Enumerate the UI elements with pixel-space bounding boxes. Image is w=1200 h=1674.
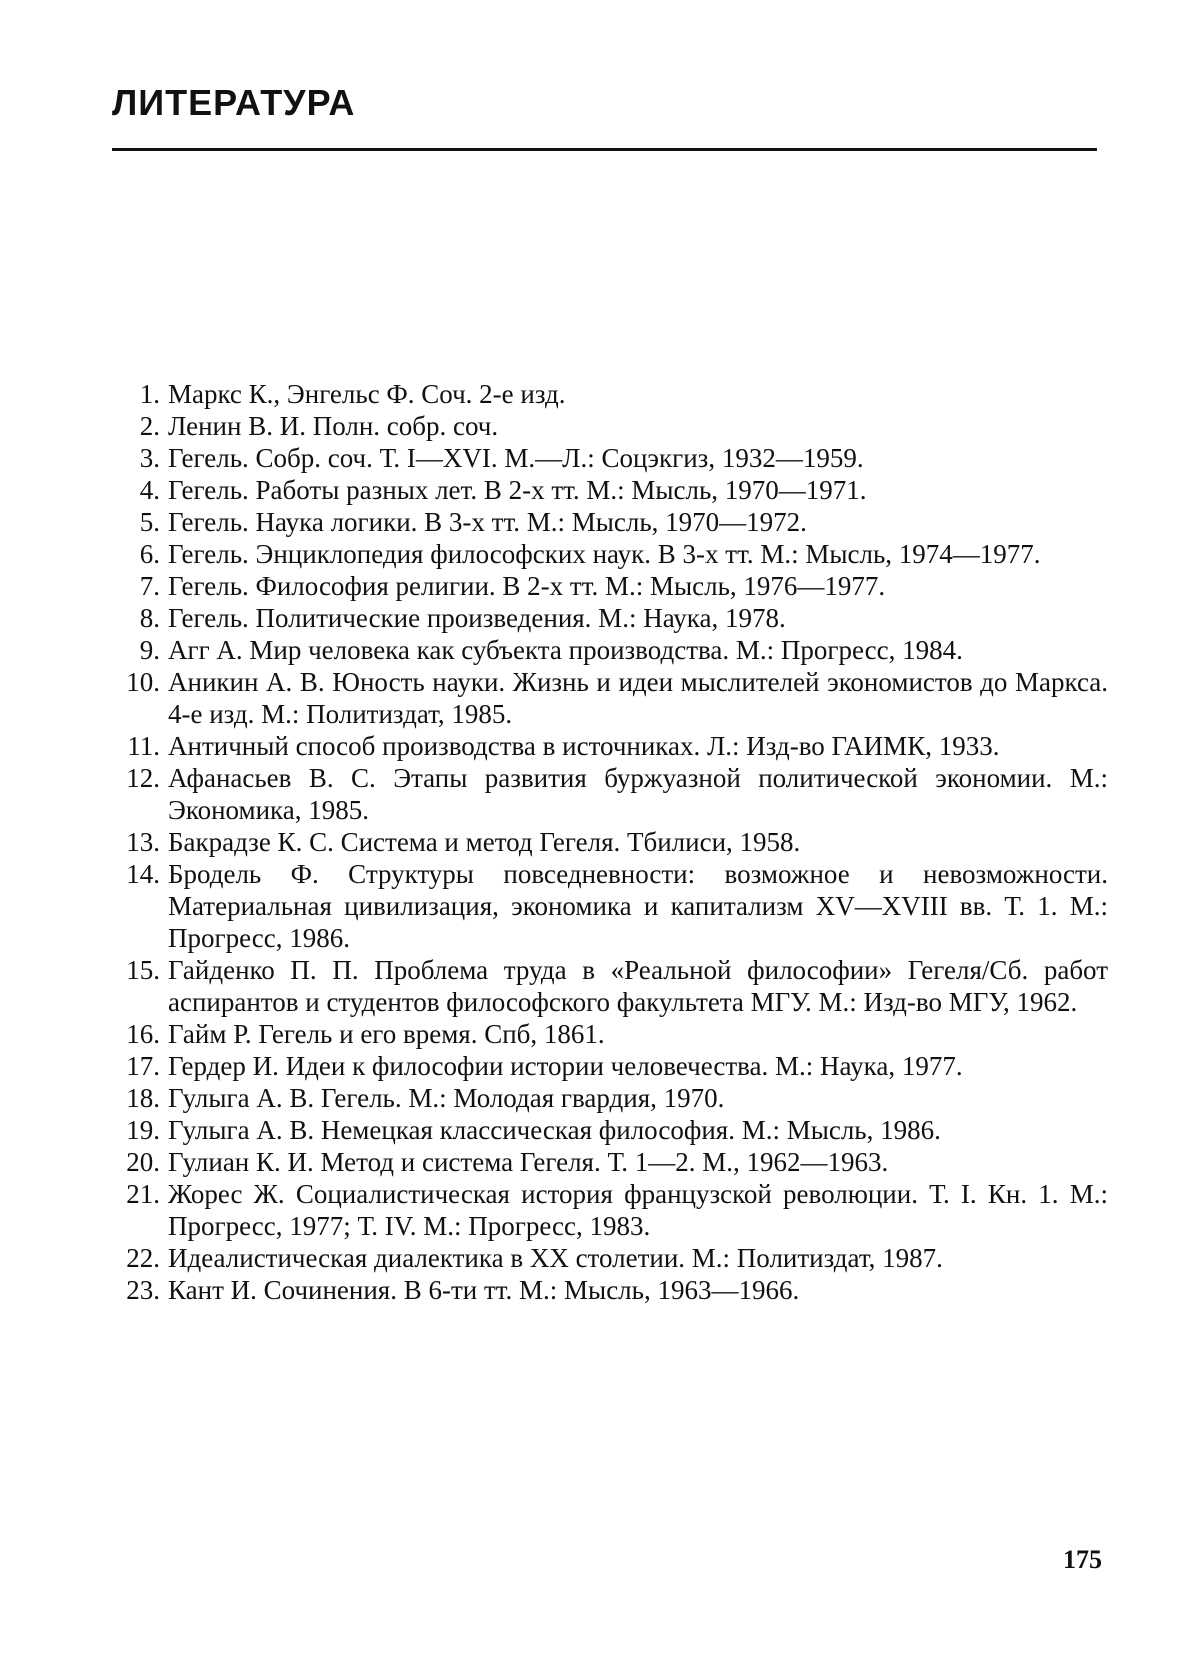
- reference-number: 12.: [126, 763, 160, 793]
- reference-number: 3.: [139, 443, 160, 473]
- reference-text: Гегель. Работы разных лет. В 2-х тт. М.: Мысль, 1970—1971.: [168, 475, 867, 505]
- page-number: 175: [1063, 1545, 1102, 1574]
- reference-item: [108, 634, 1108, 666]
- reference-item: [108, 1274, 1108, 1306]
- reference-number: 4.: [139, 475, 160, 505]
- reference-text: Гердер И. Идеи к философии истории человечества. М.: Наука, 1977.: [168, 1051, 963, 1081]
- reference-item: [108, 410, 1108, 442]
- reference-number: 18.: [126, 1083, 160, 1113]
- reference-item: [108, 570, 1108, 602]
- reference-text: Гегель. Собр. соч. Т. I—XVI. М.—Л.: Соцэкгиз, 1932—1959.: [168, 443, 864, 473]
- reference-item: [108, 666, 1108, 730]
- reference-number: 16.: [126, 1019, 160, 1049]
- reference-text: Гайм Р. Гегель и его время. Спб, 1861.: [168, 1019, 605, 1049]
- reference-text: Гегель. Наука логики. В 3-х тт. М.: Мысль, 1970—1972.: [168, 507, 807, 537]
- reference-item: [108, 858, 1108, 954]
- reference-item: [108, 474, 1108, 506]
- reference-text: Аникин А. В. Юность науки. Жизнь и идеи мыслителей экономистов до Маркса. 4-е изд. М.: Политиздат, 1985.: [168, 667, 1108, 729]
- reference-number: 23.: [126, 1275, 160, 1305]
- heading-rule: [112, 148, 1097, 151]
- reference-number: 1.: [139, 379, 160, 409]
- reference-number: 8.: [139, 603, 160, 633]
- reference-text: Ленин В. И. Полн. собр. соч.: [168, 411, 499, 441]
- reference-number: 19.: [126, 1115, 160, 1145]
- reference-number: 13.: [126, 827, 160, 857]
- reference-number: 7.: [139, 571, 160, 601]
- reference-item: [108, 730, 1108, 762]
- reference-item: [108, 1178, 1108, 1242]
- reference-number: 17.: [126, 1051, 160, 1081]
- reference-item: [108, 826, 1108, 858]
- reference-number: 21.: [126, 1179, 160, 1209]
- reference-text: Гулыга А. В. Гегель. М.: Молодая гвардия, 1970.: [168, 1083, 725, 1113]
- reference-text: Гайденко П. П. Проблема труда в «Реальной философии» Гегеля/Сб. работ аспирантов и студентов философского факультета МГУ. М.: Изд-во МГУ, 1962.: [168, 955, 1108, 1017]
- reference-text: Жорес Ж. Социалистическая история французской революции. Т. I. Кн. 1. М.: Прогресс, 1977; Т. IV. М.: Прогресс, 1983.: [168, 1179, 1108, 1241]
- reference-item: [108, 442, 1108, 474]
- reference-text: Афанасьев В. С. Этапы развития буржуазной политической экономии. М.: Экономика, 1985.: [168, 763, 1108, 825]
- reference-item: [108, 1146, 1108, 1178]
- reference-item: [108, 1242, 1108, 1274]
- reference-item: [108, 1114, 1108, 1146]
- reference-number: 20.: [126, 1147, 160, 1177]
- reference-text: Агг А. Мир человека как субъекта производства. М.: Прогресс, 1984.: [168, 635, 963, 665]
- reference-item: [108, 602, 1108, 634]
- reference-text: Гегель. Философия религии. В 2-х тт. М.: Мысль, 1976—1977.: [168, 571, 886, 601]
- reference-text: Античный способ производства в источниках. Л.: Изд-во ГАИМК, 1933.: [168, 731, 1000, 761]
- reference-text: Гулыга А. В. Немецкая классическая философия. М.: Мысль, 1986.: [168, 1115, 941, 1145]
- reference-number: 2.: [139, 411, 160, 441]
- reference-item: [108, 762, 1108, 826]
- reference-text: Бакрадзе К. С. Система и метод Гегеля. Тбилиси, 1958.: [168, 827, 801, 857]
- reference-item: [108, 538, 1108, 570]
- reference-item: [108, 1082, 1108, 1114]
- reference-number: 11.: [127, 731, 160, 761]
- reference-item: [108, 1018, 1108, 1050]
- reference-text: Гегель. Энциклопедия философских наук. В 3-х тт. М.: Мысль, 1974—1977.: [168, 539, 1041, 569]
- reference-number: 6.: [139, 539, 160, 569]
- reference-item: [108, 954, 1108, 1018]
- reference-item: [108, 378, 1108, 410]
- reference-item: [108, 506, 1108, 538]
- reference-number: 15.: [126, 955, 160, 985]
- reference-text: Идеалистическая диалектика в XX столетии. М.: Политиздат, 1987.: [168, 1243, 943, 1273]
- reference-text: Маркс К., Энгельс Ф. Соч. 2-е изд.: [168, 379, 566, 409]
- reference-number: 22.: [126, 1243, 160, 1273]
- section-heading: ЛИТЕРАТУРА: [112, 82, 356, 123]
- reference-item: [108, 1050, 1108, 1082]
- reference-number: 14.: [126, 859, 160, 889]
- reference-text: Бродель Ф. Структуры повседневности: возможное и невозможности. Материальная цивилизация, экономика и капитализм XV—XVIII вв. Т. 1. М.: Прогресс, 1986.: [168, 859, 1108, 953]
- reference-text: Гегель. Политические произведения. М.: Наука, 1978.: [168, 603, 786, 633]
- reference-number: 10.: [126, 667, 160, 697]
- reference-number: 9.: [139, 635, 160, 665]
- reference-list: [108, 378, 1108, 1306]
- reference-text: Кант И. Сочинения. В 6-ти тт. М.: Мысль, 1963—1966.: [168, 1275, 800, 1305]
- reference-text: Гулиан К. И. Метод и система Гегеля. Т. 1—2. М., 1962—1963.: [168, 1147, 889, 1177]
- reference-number: 5.: [139, 507, 160, 537]
